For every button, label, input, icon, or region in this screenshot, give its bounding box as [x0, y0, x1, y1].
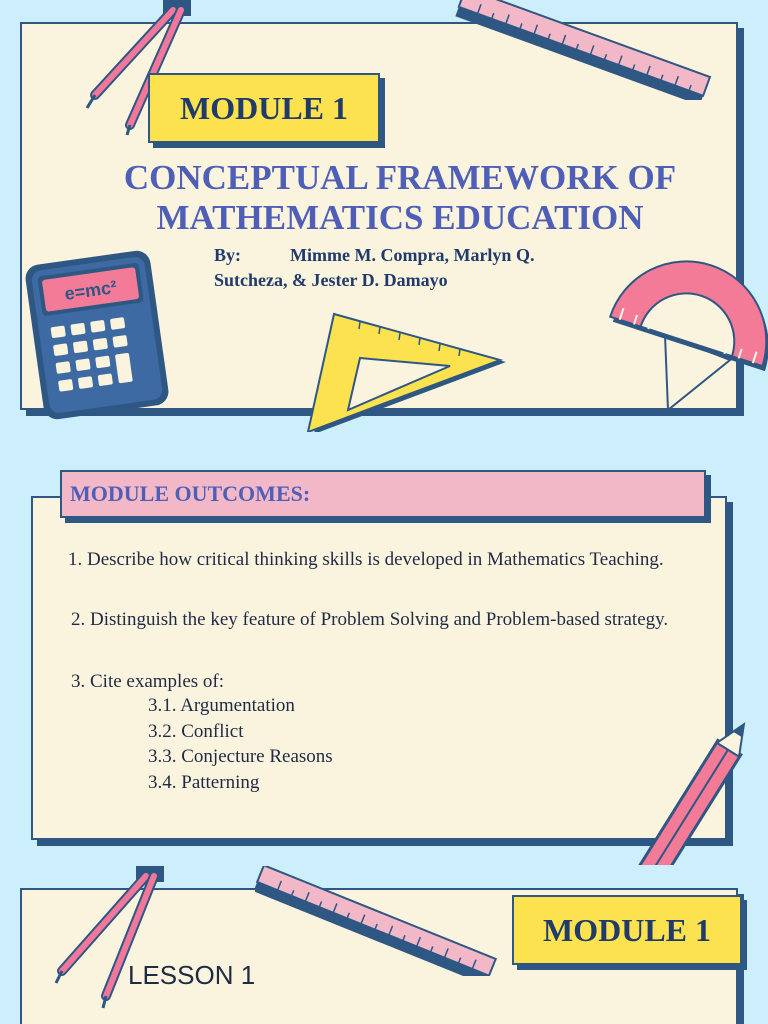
lesson-slide [0, 866, 768, 1024]
calculator-icon [22, 245, 172, 425]
module-label-box-2 [512, 895, 742, 965]
outcome-3-3: 3.3. Conjecture Reasons [148, 746, 333, 767]
outcome-3: 3. Cite examples of: [71, 671, 225, 692]
by-label: By: [214, 245, 241, 265]
module-label-2: MODULE 1 [543, 911, 711, 948]
outcome-3-4: 3.4. Patterning [148, 772, 260, 793]
pencil-icon [636, 718, 766, 865]
title-slide [0, 0, 768, 432]
byline [214, 243, 614, 293]
main-title-line1: CONCEPTUAL FRAMEWORK OF [123, 158, 677, 197]
ruler-icon [440, 0, 740, 100]
module-label: MODULE 1 [180, 89, 348, 126]
outcomes-header: MODULE OUTCOMES: [60, 470, 706, 518]
authors-line1: Mimme M. Compra, Marlyn Q. [290, 245, 535, 265]
main-title-line2: MATHEMATICS EDUCATION [156, 198, 644, 237]
outcomes-slide [0, 460, 768, 865]
authors-line2: Sutcheza, & Jester D. Damayo [214, 270, 448, 290]
ruler-icon-2 [255, 866, 515, 976]
calculator-display-text: e=mc² [63, 276, 119, 304]
protractor-icon [600, 250, 768, 410]
outcome-3-2: 3.2. Conflict [148, 721, 244, 742]
module-label-box [148, 73, 380, 143]
set-square-icon [300, 310, 510, 432]
lesson-label: LESSON 1 [128, 960, 256, 990]
outcome-1: 1. Describe how critical thinking skills is developed in Mathematics Teaching. [68, 549, 664, 570]
outcome-2: 2. Distinguish the key feature of Problem Solving and Problem-based strategy. [71, 609, 669, 630]
outcome-3-1: 3.1. Argumentation [148, 695, 295, 716]
